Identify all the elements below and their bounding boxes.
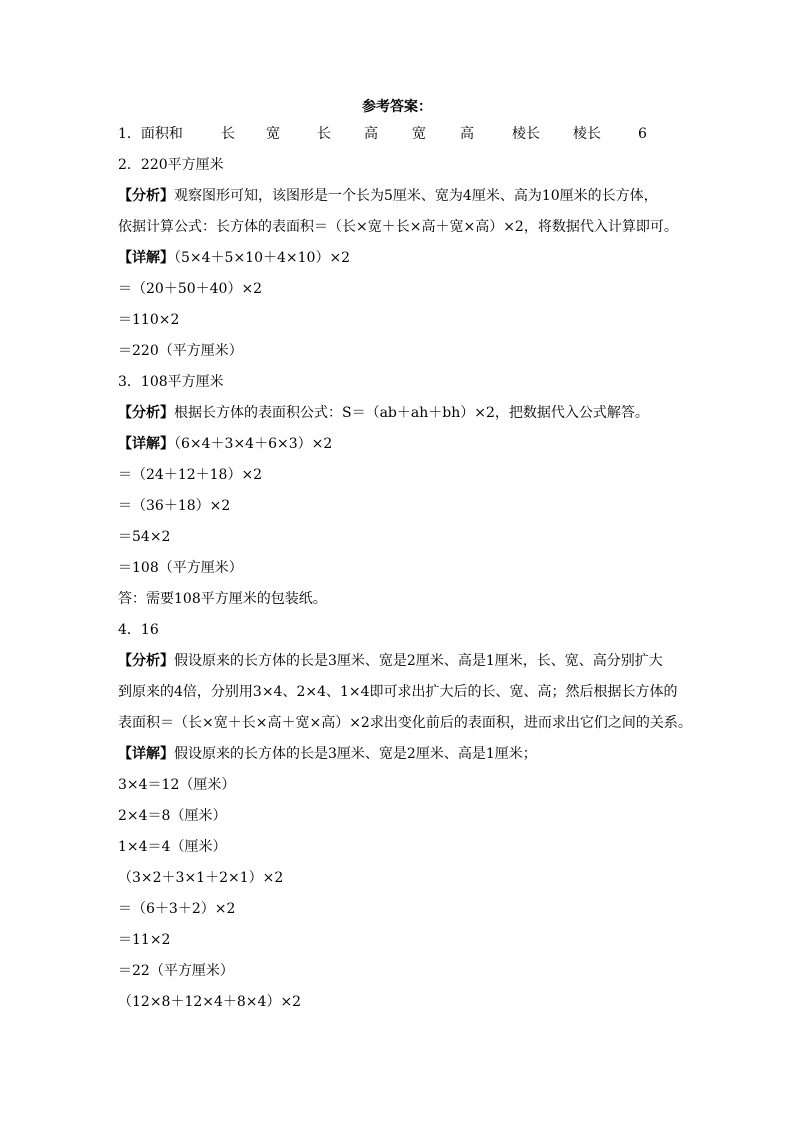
q2-detail-text: （5×4＋5×10＋4×10）×2 <box>174 250 351 266</box>
q3-analysis <box>118 399 688 430</box>
q3-step: ＝108（平方厘米） <box>118 560 243 576</box>
page-title: 参考答案： <box>362 99 432 115</box>
q1-blank: 棱长 <box>573 126 601 142</box>
q4-analysis-cont: 到原来的4倍，分别用3×4、2×4、1×4即可求出扩大后的长、宽、高；然后根据长方体的 <box>118 684 678 700</box>
analysis-tag: 【分析】 <box>118 653 174 669</box>
analysis-tag: 【分析】 <box>118 405 174 421</box>
q4-step: （12×8＋12×4＋8×4）×2 <box>118 994 302 1010</box>
q1-line <box>118 120 688 151</box>
q1-blank: 宽 <box>266 126 280 142</box>
q4-step: （3×2＋3×1＋2×1）×2 <box>118 870 284 886</box>
q1-blank: 长 <box>317 126 331 142</box>
q2-head: 2．220平方厘米 <box>118 157 224 173</box>
q3-step: ＝（24＋12＋18）×2 <box>118 467 263 483</box>
q4-step: ＝11×2 <box>118 932 171 948</box>
q2-step: ＝（20＋50＋40）×2 <box>118 281 263 297</box>
q4-step: ＝22（平方厘米） <box>118 963 234 979</box>
q2-analysis-cont: 依据计算公式：长方体的表面积＝（长×宽＋长×高＋宽×高）×2，将数据代入计算即可。 <box>118 219 678 235</box>
q1-blank: 长 <box>221 126 235 142</box>
q1-blank: 棱长 <box>512 126 540 142</box>
q2-step: ＝220（平方厘米） <box>118 343 243 359</box>
q2-analysis <box>118 182 688 213</box>
q3-step: ＝（36＋18）×2 <box>118 498 231 514</box>
q1-blank: 高 <box>364 126 378 142</box>
q4-analysis-cont: 表面积＝（长×宽＋长×高＋宽×高）×2求出变化前后的表面积，进而求出它们之间的关系。 <box>118 715 692 731</box>
analysis-tag: 【分析】 <box>118 188 174 204</box>
q4-head: 4．16 <box>118 622 159 638</box>
detail-tag: 【详解】 <box>118 746 174 762</box>
q1-blank: 6 <box>638 126 647 142</box>
q3-step: ＝54×2 <box>118 529 171 545</box>
q2-analysis-text: 观察图形可知，该图形是一个长为5厘米、宽为4厘米、高为10厘米的长方体， <box>174 188 658 204</box>
q3-detail <box>118 430 688 461</box>
detail-tag: 【详解】 <box>118 250 174 266</box>
q4-analysis-text: 假设原来的长方体的长是3厘米、宽是2厘米、高是1厘米，长、宽、高分别扩大 <box>174 653 663 669</box>
q4-detail-text: 假设原来的长方体的长是3厘米、宽是2厘米、高是1厘米； <box>174 746 537 762</box>
q3-detail-text: （6×4＋3×4＋6×3）×2 <box>174 436 333 452</box>
q4-step: 2×4＝8（厘米） <box>118 808 227 824</box>
q4-analysis <box>118 647 688 678</box>
q3-answer: 答：需要108平方厘米的包装纸。 <box>118 591 327 607</box>
q3-head: 3．108平方厘米 <box>118 374 224 390</box>
q3-analysis-text: 根据长方体的表面积公式：S＝（ab＋ah＋bh）×2，把数据代入公式解答。 <box>174 405 649 421</box>
q1-number: 1．面积和 <box>118 126 183 142</box>
q4-step: 1×4＝4（厘米） <box>118 839 227 855</box>
detail-tag: 【详解】 <box>118 436 174 452</box>
q4-step: ＝（6＋3＋2）×2 <box>118 901 236 917</box>
answer-content <box>118 120 692 1019</box>
q2-step: ＝110×2 <box>118 312 180 328</box>
q4-step: 3×4＝12（厘米） <box>118 777 236 793</box>
q2-detail <box>118 244 688 275</box>
q1-blank: 高 <box>460 126 474 142</box>
q1-blank: 宽 <box>412 126 426 142</box>
q4-detail <box>118 740 688 771</box>
